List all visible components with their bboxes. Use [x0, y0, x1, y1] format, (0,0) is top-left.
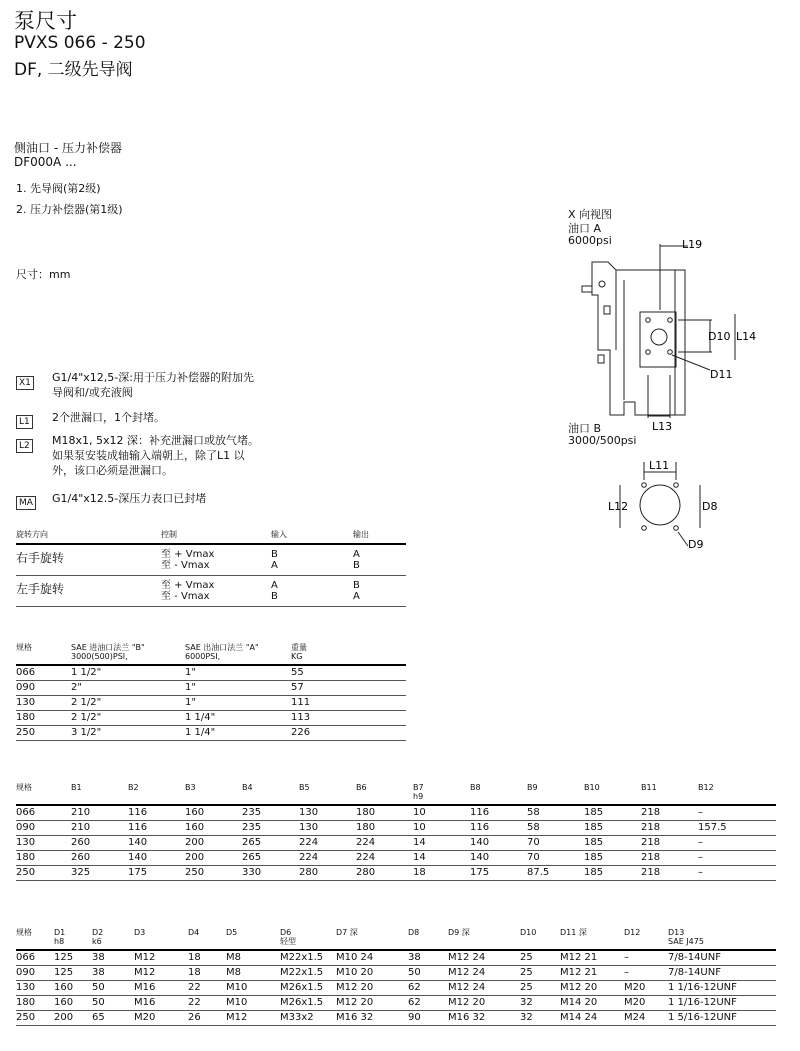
table-cell: 200 — [185, 851, 242, 866]
table-cell: 14 — [413, 851, 470, 866]
table-row — [16, 711, 406, 726]
note-x1-text: G1/4"x12,5-深:用于压力补偿器的附加先 导阀和/或充液阀 — [52, 371, 254, 399]
table-cell: M26x1.5 — [280, 996, 336, 1011]
table-row — [16, 851, 776, 866]
table-cell: M8 — [226, 950, 280, 966]
table-cell: 7/8-14UNF — [668, 966, 776, 981]
column-header: D1 h8 — [54, 928, 92, 950]
table-cell: 116 — [470, 805, 527, 821]
table-cell: 218 — [641, 836, 698, 851]
note-tag: L1 — [16, 415, 33, 429]
table-cell: 180 — [16, 711, 71, 726]
note-l2-text: M18x1, 5x12 深：补充泄漏口或放气堵。 如果泵安装成轴输入端朝上，除了L1 以 外，该口必须是泄漏口。 — [52, 434, 259, 477]
table-cell: 200 — [54, 1011, 92, 1026]
table-cell: 066 — [16, 950, 54, 966]
note-l2 — [16, 433, 33, 453]
table-cell: M20 — [134, 1011, 188, 1026]
column-header: B6 — [356, 783, 413, 805]
table-cell: M33x2 — [280, 1011, 336, 1026]
table-cell: 180 — [356, 805, 413, 821]
table-cell: 1" — [185, 681, 291, 696]
table-cell: M10 24 — [336, 950, 408, 966]
table-cell: 38 — [92, 966, 134, 981]
dim-l13: L13 — [652, 420, 673, 433]
table-cell: 090 — [16, 681, 71, 696]
table-cell: 140 — [128, 836, 185, 851]
table-cell: – — [698, 805, 776, 821]
table-cell: M12 24 — [448, 981, 520, 996]
table-cell: M20 — [624, 996, 668, 1011]
table-cell: 22 — [188, 981, 226, 996]
table-cell: 200 — [185, 836, 242, 851]
table-cell: 160 — [54, 996, 92, 1011]
table-cell: 226 — [291, 726, 406, 741]
table-cell: 250 — [185, 866, 242, 881]
unit-note: 尺寸：mm — [16, 268, 71, 281]
table-cell: 62 — [408, 996, 448, 1011]
table-row — [16, 1011, 776, 1026]
column-header: B11 — [641, 783, 698, 805]
table-cell: 250 — [16, 1011, 54, 1026]
table-cell: 26 — [188, 1011, 226, 1026]
table-cell: M10 20 — [336, 966, 408, 981]
column-header: B9 — [527, 783, 584, 805]
table-cell: 235 — [242, 805, 299, 821]
note-x1 — [16, 370, 34, 390]
table-cell: – — [698, 851, 776, 866]
table-cell: 116 — [470, 821, 527, 836]
table-cell: 160 — [185, 805, 242, 821]
table-cell: 130 — [16, 696, 71, 711]
table-cell: 38 — [408, 950, 448, 966]
table-cell: 265 — [242, 836, 299, 851]
column-header: B10 — [584, 783, 641, 805]
table-cell: 140 — [470, 836, 527, 851]
table-cell: M12 20 — [336, 996, 408, 1011]
dim-d9: D9 — [688, 538, 704, 551]
table-cell: M14 24 — [560, 1011, 624, 1026]
table-cell: 50 — [92, 981, 134, 996]
table-cell: 25 — [520, 966, 560, 981]
table-cell: M12 24 — [448, 966, 520, 981]
table-cell: 185 — [584, 866, 641, 881]
table-cell: 18 — [188, 966, 226, 981]
table-cell: M22x1.5 — [280, 966, 336, 981]
table-cell: 325 — [71, 866, 128, 881]
column-header: D6 轻型 — [280, 928, 336, 950]
dim-d8: D8 — [702, 500, 718, 513]
table-row — [16, 981, 776, 996]
table-cell: 130 — [16, 836, 71, 851]
b-dimension-table — [16, 783, 776, 881]
table-cell: 185 — [584, 821, 641, 836]
table-cell: M10 — [226, 996, 280, 1011]
table-cell: 14 — [413, 836, 470, 851]
table-cell: M12 — [134, 950, 188, 966]
table-row: 左手旋转 至 + Vmax 至 - Vmax A B B A — [16, 576, 406, 607]
table-cell: 130 — [16, 981, 54, 996]
table-cell: 50 — [408, 966, 448, 981]
table-cell: 116 — [128, 805, 185, 821]
table-cell: M12 21 — [560, 950, 624, 966]
table-cell: M16 — [134, 996, 188, 1011]
table-cell: 32 — [520, 996, 560, 1011]
table-cell: 235 — [242, 821, 299, 836]
table-cell: M12 20 — [448, 996, 520, 1011]
dim-l14: L14 — [736, 330, 757, 343]
table-cell: 218 — [641, 805, 698, 821]
table-cell: – — [624, 950, 668, 966]
table-cell: 2" — [71, 681, 185, 696]
table-cell: 7/8-14UNF — [668, 950, 776, 966]
table-cell: 25 — [520, 981, 560, 996]
note-tag: X1 — [16, 376, 34, 390]
table-cell: 224 — [299, 851, 356, 866]
table-cell: 330 — [242, 866, 299, 881]
table-cell: – — [698, 836, 776, 851]
table-cell: 125 — [54, 966, 92, 981]
table-row — [16, 836, 776, 851]
table-cell: 250 — [16, 726, 71, 741]
table-cell: 32 — [520, 1011, 560, 1026]
note-tag: MA — [16, 496, 36, 510]
table-cell: 1 1/16-12UNF — [668, 981, 776, 996]
table-cell: 125 — [54, 950, 92, 966]
port-a-label: 油口 A — [568, 222, 602, 235]
column-header: 规格 — [16, 928, 54, 950]
table-cell: 113 — [291, 711, 406, 726]
table-cell: 116 — [128, 821, 185, 836]
table-cell: M12 — [226, 1011, 280, 1026]
table-cell: 18 — [188, 950, 226, 966]
column-header: B8 — [470, 783, 527, 805]
table-cell: M12 — [134, 966, 188, 981]
note-ma-text: G1/4"x12.5-深压力表口已封堵 — [52, 492, 207, 505]
port-b-pressure: 3000/500psi — [568, 434, 637, 447]
table-cell: M16 32 — [336, 1011, 408, 1026]
column-header: D3 — [134, 928, 188, 950]
table-cell: M20 — [624, 981, 668, 996]
table-cell: 160 — [185, 821, 242, 836]
note-ma — [16, 490, 36, 510]
dim-l11: L11 — [649, 459, 670, 472]
table-row — [16, 950, 776, 966]
note-tag: L2 — [16, 439, 33, 453]
table-cell: 130 — [299, 805, 356, 821]
table-cell: 130 — [299, 821, 356, 836]
table-cell: 180 — [16, 851, 71, 866]
table-cell: 140 — [128, 851, 185, 866]
page-subtitle: DF, 二级先导阀 — [14, 60, 133, 80]
table-cell: 2 1/2" — [71, 711, 185, 726]
column-header: B4 — [242, 783, 299, 805]
table-cell: 58 — [527, 805, 584, 821]
view-title: X 向视图 — [568, 208, 613, 221]
table-cell: 22 — [188, 996, 226, 1011]
dim-l12: L12 — [608, 500, 629, 513]
column-header: D13 SAE J475 — [668, 928, 776, 950]
column-header: B1 — [71, 783, 128, 805]
table-cell: 1 1/4" — [185, 726, 291, 741]
column-header: D2 k6 — [92, 928, 134, 950]
column-header: D10 — [520, 928, 560, 950]
table-row — [16, 805, 776, 821]
table-cell: M10 — [226, 981, 280, 996]
column-header: D9 深 — [448, 928, 520, 950]
table-cell: – — [624, 966, 668, 981]
table-cell: 111 — [291, 696, 406, 711]
table-cell: M12 21 — [560, 966, 624, 981]
table-cell: 260 — [71, 836, 128, 851]
column-header: D11 深 — [560, 928, 624, 950]
table-row — [16, 966, 776, 981]
port-b-label: 油口 B — [568, 422, 602, 435]
table-cell: 18 — [413, 866, 470, 881]
table-cell: 224 — [299, 836, 356, 851]
port-a-pressure: 6000psi — [568, 234, 612, 247]
table-cell: 210 — [71, 821, 128, 836]
table-cell: 70 — [527, 851, 584, 866]
table-cell: 38 — [92, 950, 134, 966]
table-cell: 218 — [641, 851, 698, 866]
table-cell: 090 — [16, 966, 54, 981]
table-cell: 224 — [356, 851, 413, 866]
table-cell: 1 1/16-12UNF — [668, 996, 776, 1011]
table-cell: 57 — [291, 681, 406, 696]
table-cell: M14 20 — [560, 996, 624, 1011]
model-range: PVXS 066 - 250 — [14, 33, 146, 53]
table-cell: 066 — [16, 805, 71, 821]
column-header: D7 深 — [336, 928, 408, 950]
column-header: D8 — [408, 928, 448, 950]
table-cell: M26x1.5 — [280, 981, 336, 996]
column-header: D12 — [624, 928, 668, 950]
table-cell: 62 — [408, 981, 448, 996]
flange-table: 规格 SAE 进油口法兰 "B" 3000(500)PSI, SAE 出油口法兰 "A" 6000PSI, 重量 KG 066 1 1/2" 1" 55 090 2" 1" 57 130 2 1/2" 1" 111 180 2 1/2" 1 1/4" 113 250 3 1/2" 1 1/4" 226 — [16, 643, 406, 741]
table-cell: 280 — [299, 866, 356, 881]
page-title: 泵尺寸 — [14, 9, 77, 33]
table-cell: 10 — [413, 821, 470, 836]
intro-line2: DF000A ... — [14, 155, 77, 169]
table-cell: 180 — [16, 996, 54, 1011]
d-dimension-table — [16, 928, 776, 1026]
table-cell: 185 — [584, 805, 641, 821]
dim-d10: D10 — [708, 330, 731, 343]
table-cell: 55 — [291, 665, 406, 681]
table-cell: M16 32 — [448, 1011, 520, 1026]
table-cell: 160 — [54, 981, 92, 996]
dim-l19: L19 — [682, 240, 703, 251]
table-cell: 140 — [470, 851, 527, 866]
table-cell: 157.5 — [698, 821, 776, 836]
table-cell: 175 — [128, 866, 185, 881]
column-header: B2 — [128, 783, 185, 805]
table-cell: 87.5 — [527, 866, 584, 881]
table-row — [16, 726, 406, 741]
table-cell: 90 — [408, 1011, 448, 1026]
table-cell: M22x1.5 — [280, 950, 336, 966]
table-cell: 65 — [92, 1011, 134, 1026]
table-row — [16, 665, 406, 681]
table-cell: 10 — [413, 805, 470, 821]
table-cell: 1 1/2" — [71, 665, 185, 681]
table-cell: 260 — [71, 851, 128, 866]
rotation-table: 旋转方向 控制 输入 输出 右手旋转 至 + Vmax 至 - Vmax B A A B 左手旋转 至 + Vmax 至 - Vmax A B B A — [16, 530, 406, 607]
intro-item2: 2. 压力补偿器(第1级) — [16, 203, 123, 216]
table-cell: 185 — [584, 836, 641, 851]
table-cell: 250 — [16, 866, 71, 881]
table-row: 右手旋转 至 + Vmax 至 - Vmax B A A B — [16, 544, 406, 576]
table-cell: 2 1/2" — [71, 696, 185, 711]
table-cell: 090 — [16, 821, 71, 836]
table-cell: 1 1/4" — [185, 711, 291, 726]
table-cell: 224 — [356, 836, 413, 851]
table-row — [16, 681, 406, 696]
column-header: D5 — [226, 928, 280, 950]
table-cell: 185 — [584, 851, 641, 866]
table-cell: 25 — [520, 950, 560, 966]
table-row — [16, 996, 776, 1011]
table-cell: M12 24 — [448, 950, 520, 966]
table-cell: 175 — [470, 866, 527, 881]
intro-line1: 侧油口 - 压力补偿器 — [14, 141, 122, 155]
table-cell: 265 — [242, 851, 299, 866]
column-header: D4 — [188, 928, 226, 950]
table-cell: 210 — [71, 805, 128, 821]
column-header: 规格 — [16, 783, 71, 805]
table-cell: 70 — [527, 836, 584, 851]
table-cell: M12 20 — [560, 981, 624, 996]
table-cell: 1 5/16-12UNF — [668, 1011, 776, 1026]
column-header: B7 h9 — [413, 783, 470, 805]
column-header: B12 — [698, 783, 776, 805]
note-l1-text: 2个泄漏口，1个封堵。 — [52, 411, 165, 424]
table-cell: 218 — [641, 866, 698, 881]
column-header: B5 — [299, 783, 356, 805]
column-header: B3 — [185, 783, 242, 805]
table-row — [16, 821, 776, 836]
table-cell: 58 — [527, 821, 584, 836]
table-cell: M24 — [624, 1011, 668, 1026]
table-cell: 218 — [641, 821, 698, 836]
table-cell: M8 — [226, 966, 280, 981]
table-row — [16, 866, 776, 881]
table-row — [16, 696, 406, 711]
table-cell: 50 — [92, 996, 134, 1011]
intro-item1: 1. 先导阀(第2级) — [16, 182, 101, 195]
note-l1 — [16, 409, 33, 429]
port-view-drawing — [560, 240, 800, 560]
table-cell: M16 — [134, 981, 188, 996]
table-cell: 1" — [185, 665, 291, 681]
table-cell: 066 — [16, 665, 71, 681]
dim-d11: D11 — [710, 368, 733, 381]
table-cell: 280 — [356, 866, 413, 881]
table-cell: 3 1/2" — [71, 726, 185, 741]
table-cell: 180 — [356, 821, 413, 836]
table-cell: – — [698, 866, 776, 881]
table-cell: M12 20 — [336, 981, 408, 996]
table-cell: 1" — [185, 696, 291, 711]
